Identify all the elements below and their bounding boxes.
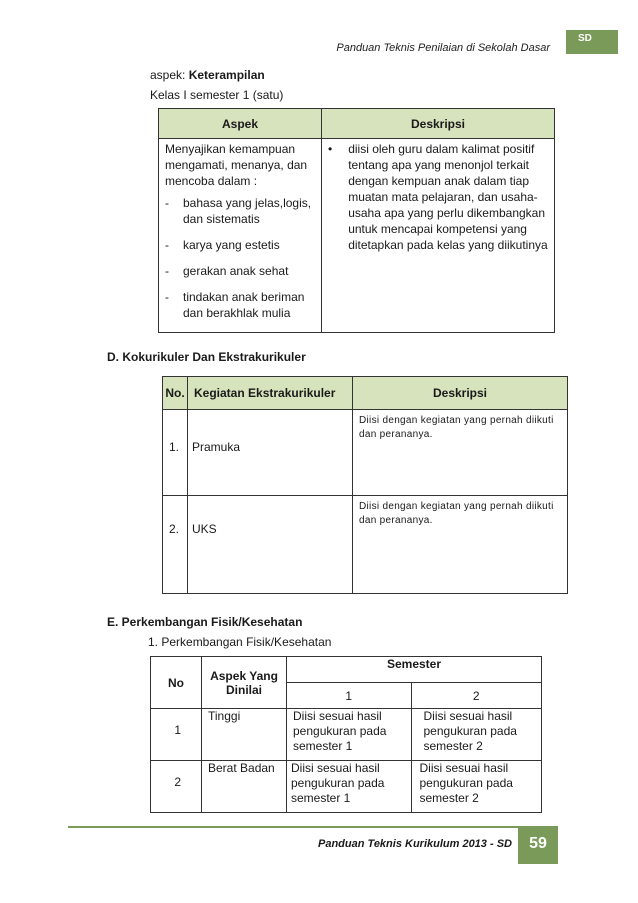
ekstrakurikuler-table xyxy=(162,376,568,594)
section-tab: SD xyxy=(566,30,618,54)
row-no: 1. xyxy=(163,410,188,496)
table-row xyxy=(151,761,542,813)
table-row xyxy=(163,496,568,594)
th-deskripsi: Deskripsi xyxy=(322,109,555,139)
row-no: 2 xyxy=(151,761,202,813)
row-s2: Diisi sesuai hasil pengukuran pada semester 2 xyxy=(411,709,542,761)
aspek-intro: Menyajikan kemampuan mengamati, menanya, dan mencoba dalam : xyxy=(165,142,308,188)
fisik-table xyxy=(150,656,542,813)
row-aspek: Tinggi xyxy=(202,709,287,761)
th-aspek: Aspek xyxy=(159,109,322,139)
aspek-value: Keterampilan xyxy=(188,68,265,82)
row-kegiatan: Pramuka xyxy=(188,410,353,496)
row-no: 2. xyxy=(163,496,188,594)
row-s2: Diisi sesuai hasil pengukuran pada semester 2 xyxy=(411,761,542,813)
row-desk: Diisi dengan kegiatan yang pernah diikuti dan perananya. xyxy=(353,410,568,496)
footer-text: Panduan Teknis Kurikulum 2013 - SD xyxy=(318,838,512,850)
table-row xyxy=(163,410,568,496)
page-number: 59 xyxy=(518,826,558,864)
aspek-line xyxy=(150,68,265,83)
kelas-line: Kelas I semester 1 (satu) xyxy=(150,88,284,102)
list-item: - karya yang estetis xyxy=(165,238,280,252)
th-aspek: Aspek Yang Dinilai xyxy=(202,657,287,709)
row-desk: Diisi dengan kegiatan yang pernah diikuti dan perananya. xyxy=(353,496,568,594)
section-e-title: E. Perkembangan Fisik/Kesehatan xyxy=(107,615,303,629)
th-sem-2: 2 xyxy=(411,683,542,709)
deskripsi-text: diisi oleh guru dalam kalimat positif tentang apa yang menonjol terkait dengan kempuan anak dalam tiap muatan mata pelajaran, dan usaha-usaha apa yang perlu dikembangkan untuk mencapai kompetensi yang ditetapkan pada kelas yang diikutinya xyxy=(348,142,548,252)
th-sem-1: 1 xyxy=(287,683,412,709)
aspek-cell xyxy=(159,139,322,333)
list-item: - tindakan anak beriman dan berakhlak mulia xyxy=(165,290,305,320)
row-aspek: Berat Badan xyxy=(202,761,287,813)
row-s1: Diisi sesuai hasil pengukuran pada semester 1 xyxy=(287,761,412,813)
deskripsi-cell xyxy=(322,139,555,333)
row-s1: Diisi sesuai hasil pengukuran pada semester 1 xyxy=(287,709,412,761)
running-header: Panduan Teknis Penilaian di Sekolah Dasar xyxy=(336,42,550,54)
row-no: 1 xyxy=(151,709,202,761)
th-no: No xyxy=(151,657,202,709)
table-row xyxy=(151,709,542,761)
th-no: No. xyxy=(163,377,188,410)
bullet-icon: • xyxy=(328,142,333,156)
list-item: - bahasa yang jelas,logis, dan sistematis xyxy=(165,196,312,226)
th-kegiatan: Kegiatan Ekstrakurikuler xyxy=(188,377,353,410)
footer-rule xyxy=(68,826,524,828)
row-kegiatan: UKS xyxy=(188,496,353,594)
section-e-sub: 1. Perkembangan Fisik/Kesehatan xyxy=(148,635,332,649)
section-d-title: D. Kokurikuler Dan Ekstrakurikuler xyxy=(107,350,306,364)
keterampilan-table xyxy=(158,108,555,333)
list-item: - gerakan anak sehat xyxy=(165,264,289,278)
th-semester: Semester xyxy=(287,657,542,683)
th-deskripsi: Deskripsi xyxy=(353,377,568,410)
aspek-prefix: aspek: xyxy=(150,68,189,82)
